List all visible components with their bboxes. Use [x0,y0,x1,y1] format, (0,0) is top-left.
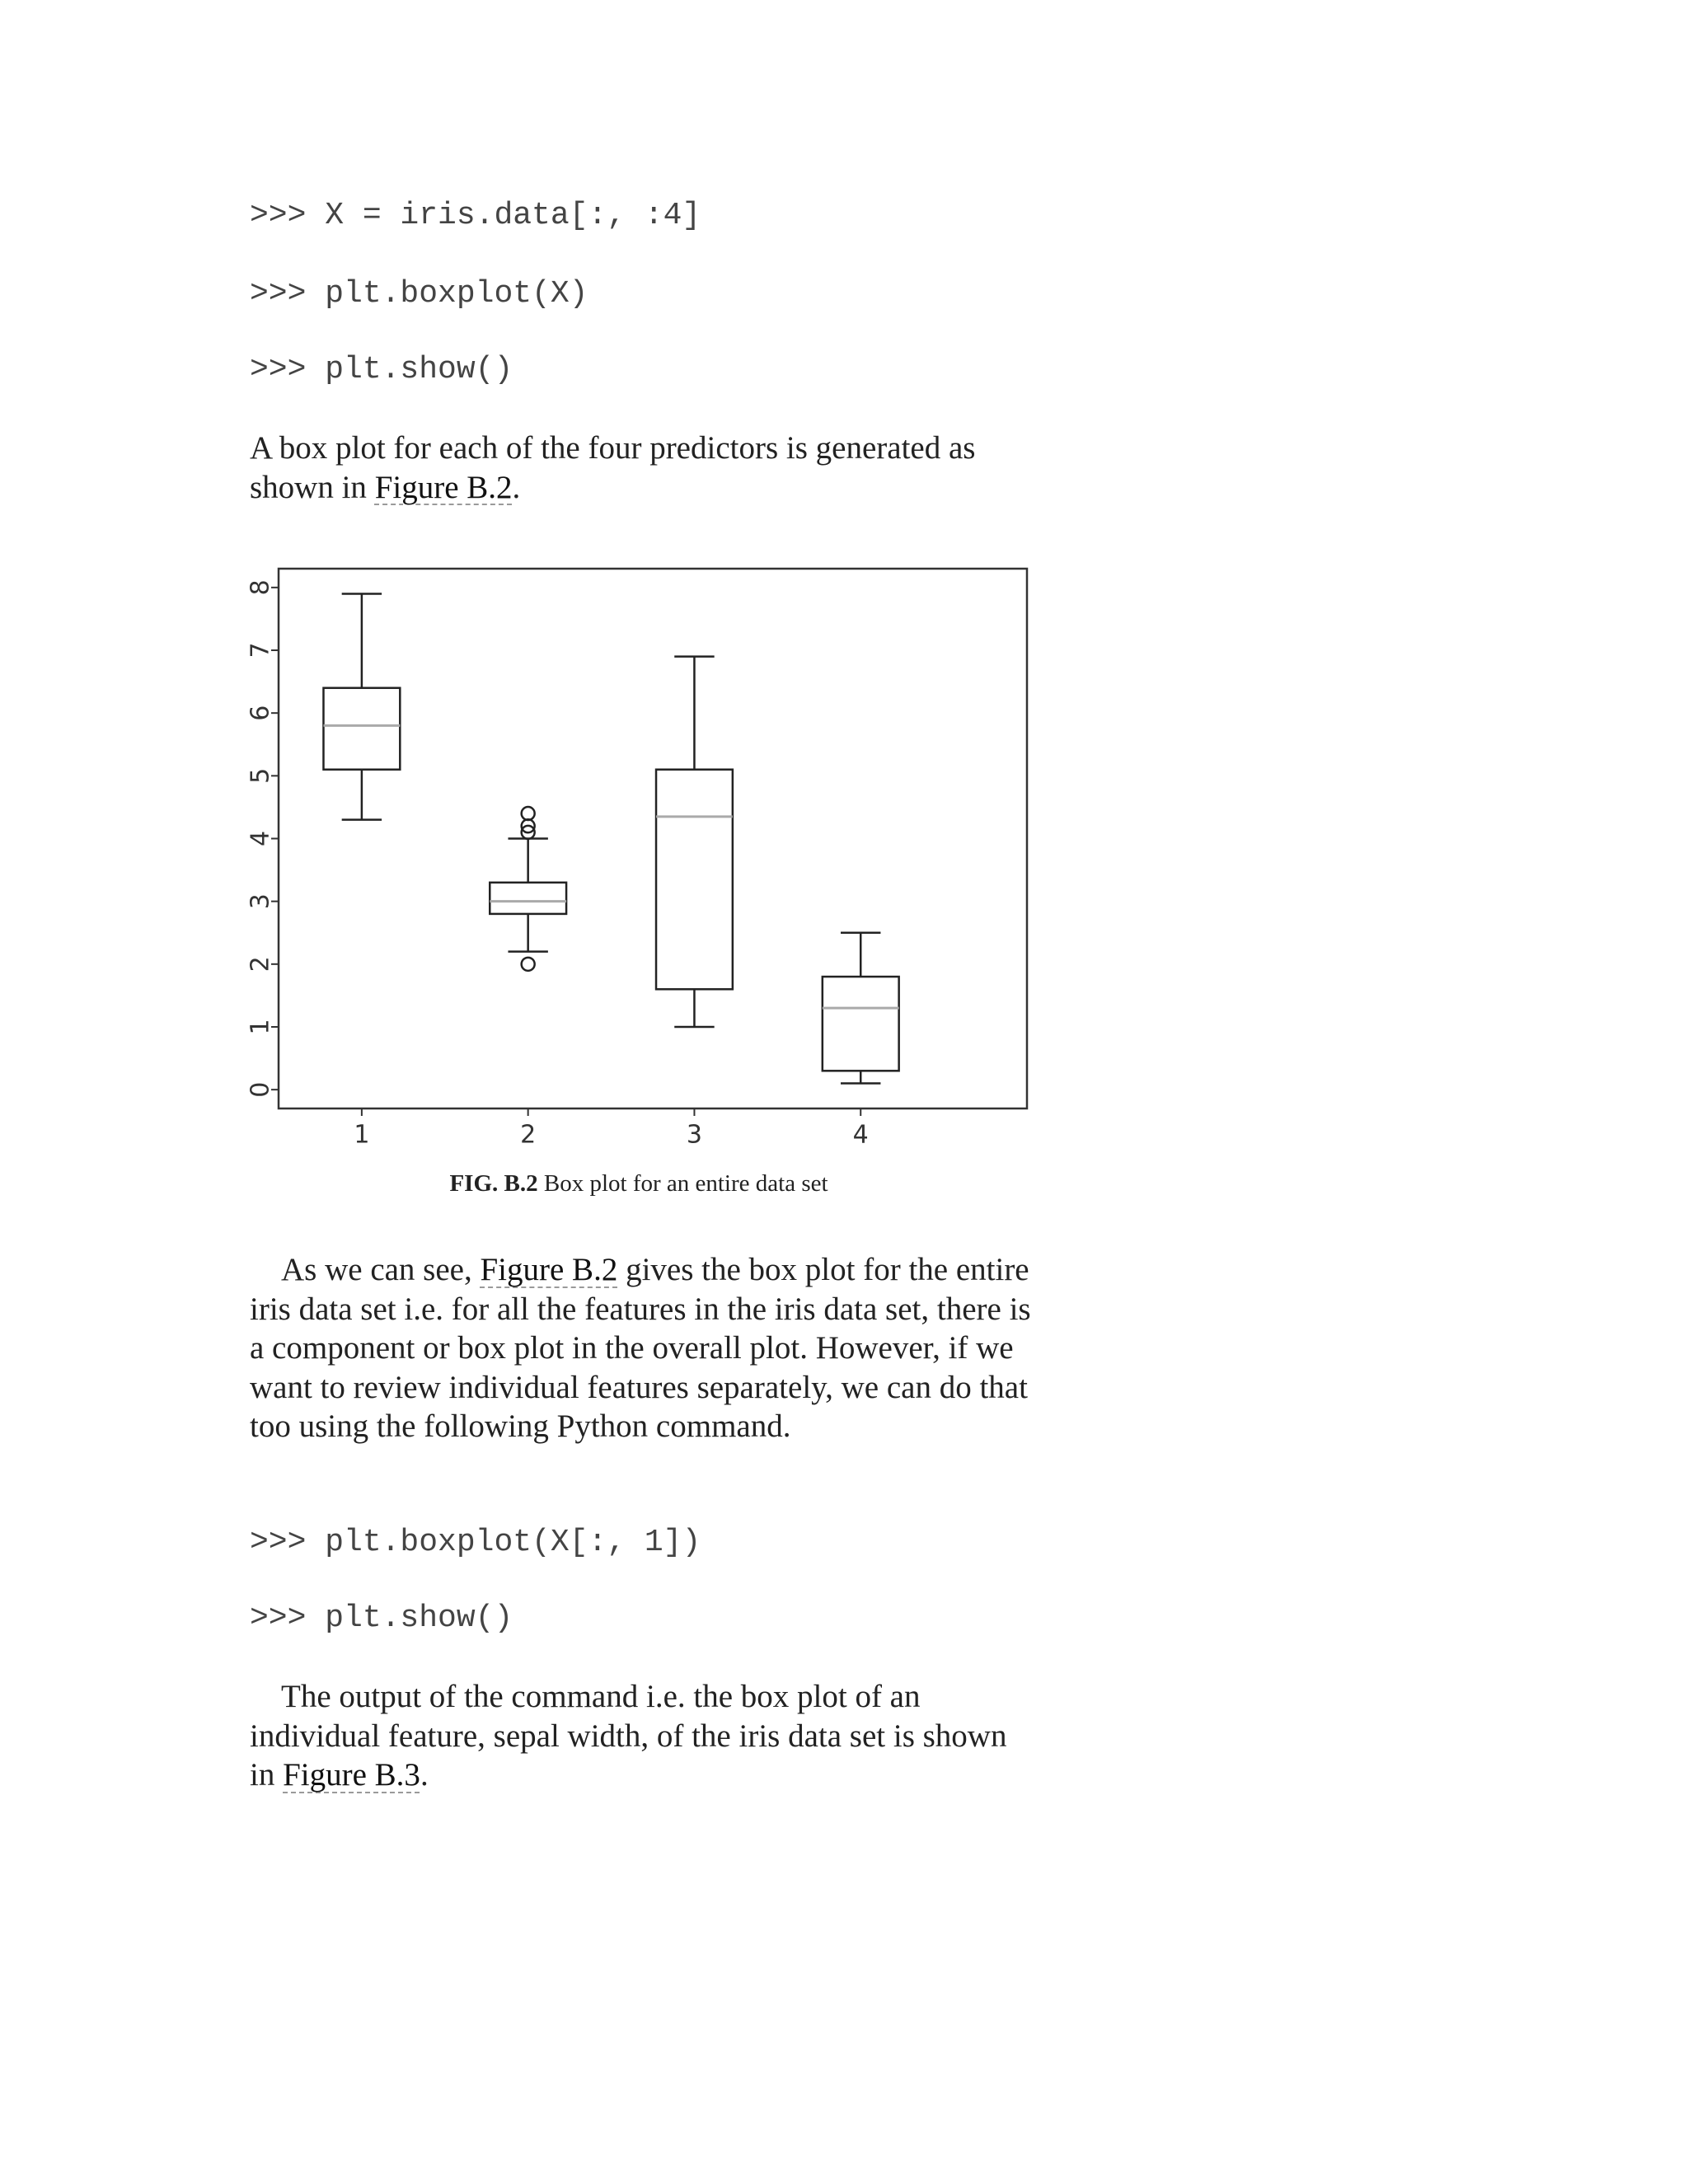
boxes [323,593,898,1083]
box-series-4 [823,933,899,1084]
code-line: >>> plt.boxplot(X[:, 1]) [250,1525,701,1560]
paragraph-text: gives the box plot for the entire iris data set i.e. for all the features in the iris data set, there is a component or box plot in the overall plot. However, if we want to review individual features separately, we can do that too using the following Python command. [250,1252,1031,1444]
plot-frame [279,569,1027,1108]
outlier-point [522,807,535,820]
box [656,770,733,990]
x-axis [354,1108,868,1150]
caption-text: Box plot for an entire data set [537,1170,828,1197]
caption-label: FIG. B.2 [449,1170,538,1197]
box-series-1 [323,593,400,819]
x-tick-label: 2 [520,1120,537,1150]
paragraph-tail: . [512,469,521,505]
figure-link[interactable]: Figure B.2 [480,1252,618,1287]
y-tick-label: 0 [246,1081,275,1098]
y-tick-label: 8 [246,579,275,596]
figure-caption [0,1170,1278,1197]
box [490,883,566,914]
paragraph-intro [250,429,1033,507]
box-series-3 [656,657,733,1027]
code-line: >>> X = iris.data[:, :4] [250,198,701,233]
paragraph-tail: . [420,1757,429,1793]
paragraph-discussion [250,1250,1033,1446]
y-tick-label: 7 [246,642,275,658]
code-line: >>> plt.boxplot(X) [250,276,588,312]
y-tick-label: 3 [246,893,275,910]
boxplot-chart [233,560,1041,1154]
boxplot-figure [233,560,1041,1154]
figure-link[interactable]: Figure B.3 [283,1757,420,1793]
x-tick-label: 4 [852,1120,869,1150]
box [823,977,899,1071]
figure-link[interactable]: Figure B.2 [374,469,513,505]
outlier-point [522,958,535,971]
x-tick-label: 3 [686,1120,702,1150]
paragraph-text: A box plot for each of the four predictors is generated as shown in [250,430,976,505]
box [323,688,400,770]
y-tick-label: 5 [246,767,275,784]
x-tick-label: 1 [354,1120,370,1150]
paragraph-text: As we can see, [281,1252,481,1287]
code-line: >>> plt.show() [250,352,513,387]
paragraph-output [250,1677,1033,1795]
y-tick-label: 6 [246,705,275,721]
y-tick-label: 4 [246,830,275,847]
y-tick-label: 2 [246,956,275,972]
box-series-2 [490,807,566,971]
paragraph-text: The output of the command i.e. the box plot of an individual feature, sepal width, of the iris data set is shown in [250,1679,1007,1793]
code-line: >>> plt.show() [250,1601,513,1636]
y-axis [246,579,279,1097]
y-tick-label: 1 [246,1019,275,1035]
